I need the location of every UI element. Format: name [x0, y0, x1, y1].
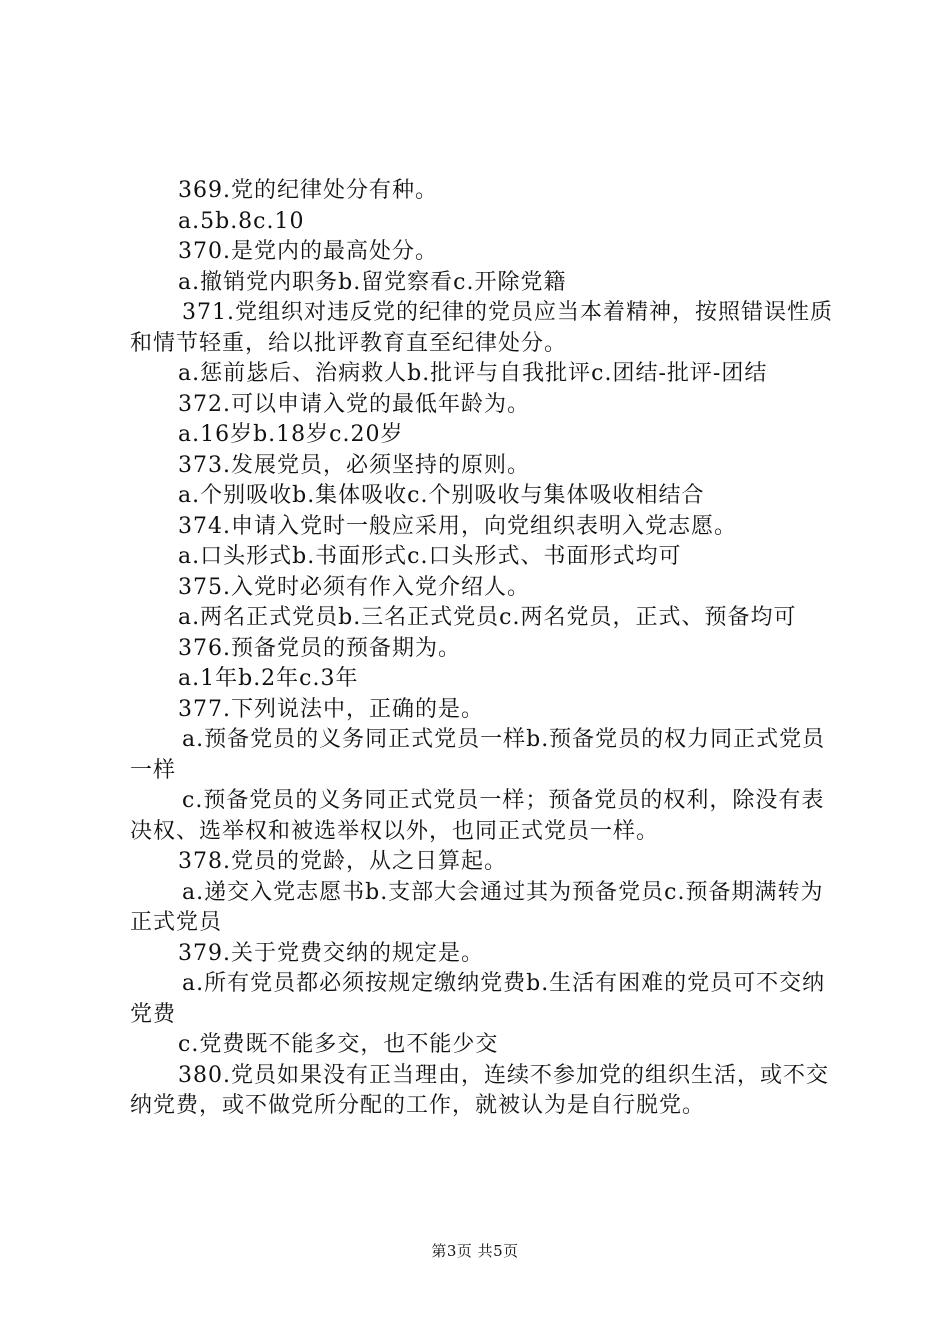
question-378: 378.党员的党龄，从之日算起。 — [178, 849, 507, 874]
options-378: a.递交入党志愿书b.支部大会通过其为预备党员c.预备期满转为正式党员 — [130, 879, 824, 935]
question-376: 376.预备党员的预备期为。 — [178, 635, 461, 661]
options-377-c: c.预备党员的义务同正式党员一样；预备党员的权利，除没有表决权、选举权和被选举权以外，也同正式党员一样。 — [130, 788, 825, 844]
statement-380: 380.党员如果没有正当理由，连续不参加党的组织生活，或不交纳党费，或不做党所分配的工作，就被认为是自行脱党。 — [130, 1062, 829, 1118]
question-377: 377.下列说法中，正确的是。 — [178, 696, 484, 722]
options-371: a.惩前毖后、治病救人b.批评与自我批评c.团结-批评-团结 — [178, 361, 768, 386]
options-379-c: c.党费既不能多交，也不能少交 — [178, 1032, 499, 1057]
question-373: 373.发展党员，必须坚持的原则。 — [178, 452, 530, 478]
question-374: 374.申请入党时一般应采用，向党组织表明入党志愿。 — [178, 513, 737, 539]
options-377-ab: a.预备党员的义务同正式党员一样b.预备党员的权力同正式党员一样 — [130, 727, 826, 783]
document-body — [130, 176, 840, 1122]
question-375: 375.入党时必须有作入党介绍人。 — [178, 574, 530, 600]
options-370: a.撤销党内职务b.留党察看c.开除党籍 — [178, 269, 567, 295]
options-379-ab: a.所有党员都必须按规定缴纳党费b.生活有困难的党员可不交纳党费 — [130, 971, 826, 1027]
options-372: a.16岁b.18岁c.20岁 — [178, 422, 404, 447]
question-369: 369.党的纪律处分有种。 — [178, 178, 438, 203]
options-376: a.1年b.2年c.3年 — [178, 666, 359, 691]
question-370: 370.是党内的最高处分。 — [178, 239, 438, 264]
page-number-footer: 第3页 共5页 — [431, 1242, 519, 1260]
options-373: a.个别吸收b.集体吸收c.个别吸收与集体吸收相结合 — [178, 483, 705, 508]
options-369: a.5b.8c.10 — [178, 208, 305, 234]
question-379: 379.关于党费交纳的规定是。 — [178, 940, 484, 966]
question-372: 372.可以申请入党的最低年龄为。 — [178, 391, 530, 417]
question-371: 371.党组织对违反党的纪律的党员应当本着精神，按照错误性质和情节轻重，给以批评教育直至纪律处分。 — [130, 300, 833, 356]
options-374: a.口头形式b.书面形式c.口头形式、书面形式均可 — [178, 544, 682, 569]
options-375: a.两名正式党员b.三名正式党员c.两名党员，正式、预备均可 — [178, 605, 797, 630]
